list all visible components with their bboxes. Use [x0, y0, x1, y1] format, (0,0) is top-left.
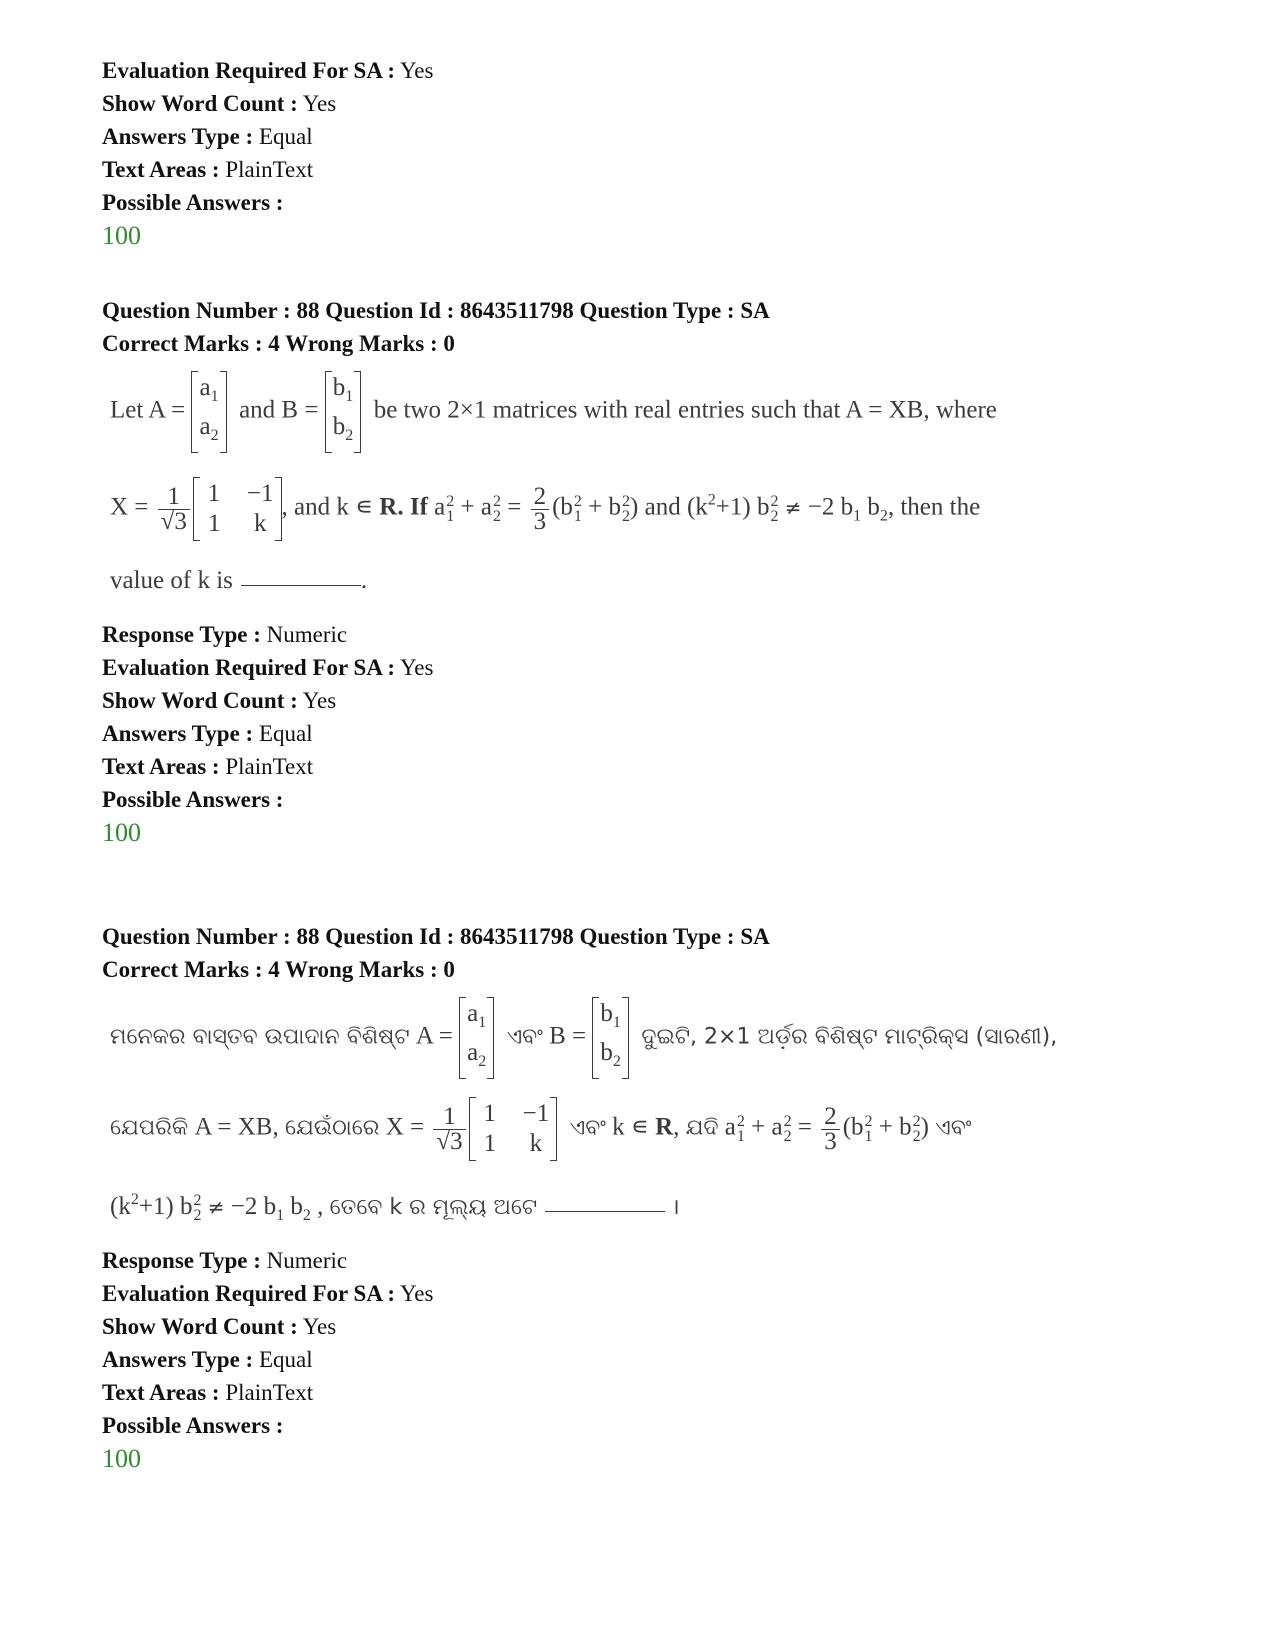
answers-type-value: Equal — [258, 721, 313, 746]
question-english — [102, 294, 1182, 850]
statement-text: ଯଦି — [685, 1115, 719, 1141]
possible-answer-value: 100 — [102, 1444, 141, 1473]
answers-type-label: Answers Type : — [102, 1347, 254, 1372]
question-id-label: Question Id : — [325, 924, 455, 949]
question-id-label: Question Id : — [325, 298, 455, 323]
question-type: SA — [740, 924, 770, 949]
question-statement — [102, 989, 1182, 1239]
evaluation-value: Yes — [400, 655, 434, 680]
matrix-b: $b_1$ $b_2$ — [325, 371, 362, 453]
word-count-label: Show Word Count : — [102, 1314, 298, 1339]
answers-type-label: Answers Type : — [102, 124, 254, 149]
evaluation-value: Yes — [400, 1281, 434, 1306]
word-count-row — [102, 684, 1182, 717]
possible-answers-label: Possible Answers : — [102, 190, 284, 215]
question-header — [102, 920, 1182, 953]
previous-question-tail — [102, 54, 1182, 253]
word-count-label: Show Word Count : — [102, 91, 298, 116]
word-count-row — [102, 87, 1182, 120]
statement-text: and — [644, 493, 681, 521]
statement-text: , and k ∊ — [281, 493, 374, 521]
text-areas-value: PlainText — [225, 754, 314, 779]
word-count-value: Yes — [302, 1314, 337, 1339]
response-type-label: Response Type : — [102, 1248, 261, 1273]
fraction-two-thirds: $\frac{2}{3}$ — [821, 1105, 840, 1154]
text-areas-label: Text Areas : — [102, 1380, 220, 1405]
matrix-a: $a_1$ $a_2$ — [191, 371, 226, 453]
statement-line-1: ମନେକର ବାସ୍ତବ ଉପାଦାନ ବିଶିଷ୍ଟ A = $a_1$ $a_2$ ଏବଂ B = $b_1$ $b_2$ ଦୁଇଟି, 2×1 ଅର୍ଡ଼ର ବିଶିଷ୍ଟ ମାଟ୍ରିକ୍ସ (ସାରଣୀ), — [110, 997, 1057, 1079]
wrong-marks: 0 — [443, 957, 455, 982]
question-odia — [102, 920, 1182, 1476]
question-number-label: Question Number : — [102, 298, 291, 323]
answers-type-label: Answers Type : — [102, 721, 254, 746]
fraction-one-over-root3: $\frac{1}{√3}$ — [433, 1105, 465, 1154]
correct-marks: 4 — [268, 331, 280, 356]
response-type-row — [102, 1244, 1182, 1277]
text-areas-row — [102, 153, 1182, 186]
statement-line-3: $(k^2+1)$ b 2 2 ≠ −2 $b_1$ $b_2$ , ତେବେ k ର ମୂଲ୍ୟ ଅଟେ । — [110, 1191, 680, 1225]
possible-answer-value: 100 — [102, 818, 141, 847]
statement-text: , then the — [887, 493, 981, 521]
answers-type-value: Equal — [258, 1347, 313, 1372]
question-type-label: Question Type : — [579, 298, 735, 323]
statement-text: ଏବଂ — [569, 1115, 606, 1141]
fraction-two-thirds: $\frac{2}{3}$ — [531, 485, 550, 534]
answer-blank — [545, 1211, 665, 1212]
text-areas-label: Text Areas : — [102, 157, 220, 182]
correct-marks-label: Correct Marks : — [102, 331, 263, 356]
response-type-row — [102, 618, 1182, 651]
fraction-one-over-root3: $\frac{1}{√3}$ — [158, 485, 190, 534]
evaluation-row — [102, 1277, 1182, 1310]
statement-text: । — [671, 1195, 680, 1220]
statement-text: and B = — [239, 396, 319, 424]
wrong-marks-label: Wrong Marks : — [285, 331, 438, 356]
statement-line-3: value of k is . — [110, 567, 368, 594]
response-type-value: Numeric — [266, 622, 348, 647]
statement-text: ଏବଂ — [506, 1024, 543, 1050]
word-count-label: Show Word Count : — [102, 688, 298, 713]
answers-type-row — [102, 120, 1182, 153]
statement-text: X = — [110, 493, 149, 521]
evaluation-row — [102, 651, 1182, 684]
question-header — [102, 294, 1182, 327]
text-areas-value: PlainText — [225, 1380, 314, 1405]
word-count-value: Yes — [302, 688, 337, 713]
statement-text: ଯେପରିକି — [110, 1115, 189, 1141]
question-number-label: Question Number : — [102, 924, 291, 949]
matrix-x: 1 −1 1 k — [469, 1097, 558, 1161]
question-type: SA — [740, 298, 770, 323]
question-id: 8643511798 — [460, 924, 574, 949]
evaluation-label: Evaluation Required For SA : — [102, 1281, 396, 1306]
question-statement — [102, 363, 1182, 613]
question-id: 8643511798 — [460, 298, 574, 323]
possible-answers-label: Possible Answers : — [102, 787, 284, 812]
answers-type-row — [102, 717, 1182, 750]
text-areas-row — [102, 750, 1182, 783]
statement-text: ଏବଂ — [935, 1115, 972, 1141]
matrix-x: 1 −1 1 k — [193, 477, 282, 541]
possible-answer-value: 100 — [102, 221, 141, 250]
statement-text: ଦୁଇଟି, 2×1 ଅର୍ଡ଼ର ବିଶିଷ୍ଟ ମାଟ୍ରିକ୍ସ (ସାରଣୀ), — [641, 1024, 1058, 1050]
statement-text: be two 2×1 matrices with real entries such that A = XB, where — [373, 396, 997, 424]
correct-marks: 4 — [268, 957, 280, 982]
response-type-value: Numeric — [266, 1248, 348, 1273]
statement-line-2: X = $\frac{1}{√3}$ 1 −1 1 k , and k ∊ R. If a 2 1 + a 2 2 = $\frac{2}{3}$ (b 2 1 + b 2 2 ) and $(k^2+1)$ b 2 2 ≠ −2 $b_1$ $b_2$, then the — [110, 477, 980, 541]
statement-text: Let A = — [110, 396, 186, 424]
statement-line-1 — [110, 371, 997, 453]
question-number: 88 — [296, 298, 320, 323]
response-type-label: Response Type : — [102, 622, 261, 647]
marks-row — [102, 953, 1182, 986]
word-count-row — [102, 1310, 1182, 1343]
matrix-b: $b_1$ $b_2$ — [592, 997, 629, 1079]
marks-row — [102, 327, 1182, 360]
text-areas-row — [102, 1376, 1182, 1409]
text-areas-value: PlainText — [225, 157, 314, 182]
wrong-marks: 0 — [443, 331, 455, 356]
statement-text: R. If — [379, 493, 428, 521]
answers-type-row — [102, 1343, 1182, 1376]
answer-blank — [241, 585, 361, 586]
answers-type-value: Equal — [258, 124, 313, 149]
question-number: 88 — [296, 924, 320, 949]
word-count-value: Yes — [302, 91, 337, 116]
matrix-a: $a_1$ $a_2$ — [459, 997, 494, 1079]
statement-line-2: ଯେପରିକି A = XB, ଯେଉଁଠାରେ X = $\frac{1}{√3}$ 1 −1 1 k ଏବଂ k ∊ R, ଯଦି a 2 1 + a 2 2 = $\frac{2}{3}$ (b 2 1 + b 2 2 ) ଏବଂ — [110, 1097, 971, 1161]
statement-text: value of k is — [110, 567, 233, 594]
evaluation-label: Evaluation Required For SA : — [102, 58, 396, 83]
possible-answers-label: Possible Answers : — [102, 1413, 284, 1438]
evaluation-label: Evaluation Required For SA : — [102, 655, 396, 680]
question-type-label: Question Type : — [579, 924, 735, 949]
statement-text: ତେବେ k ର ମୂଲ୍ୟ ଅଟେ — [329, 1195, 538, 1220]
statement-text: ମନେକର ବାସ୍ତବ ଉପାଦାନ ବିଶିଷ୍ଟ — [110, 1024, 410, 1050]
evaluation-value: Yes — [400, 58, 434, 83]
text-areas-label: Text Areas : — [102, 754, 220, 779]
correct-marks-label: Correct Marks : — [102, 957, 263, 982]
evaluation-row — [102, 54, 1182, 87]
statement-text: ଯେଉଁଠାରେ — [284, 1115, 380, 1141]
wrong-marks-label: Wrong Marks : — [285, 957, 438, 982]
